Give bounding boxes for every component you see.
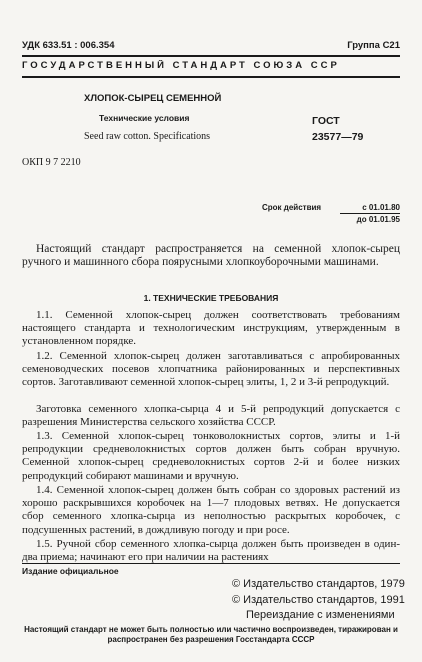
validity-from: с 01.01.80 — [362, 203, 400, 212]
gost-label: ГОСТ — [312, 115, 340, 127]
official-edition: Издание официальное — [22, 566, 119, 576]
validity-label: Срок действия — [262, 203, 322, 212]
paragraph-1-4: 1.4. Семенной хлопок-сырец должен быть собран со здоровых растений из хорошо раскрывшихся коробочек на 1—7 плодовых ветвях. Не допускается сбор семенного хлопка-сырца из неполностью раскрытых коробочек, с подсушенных растений, в дождливую погоду и при росе. — [22, 484, 400, 536]
english-title: Seed raw cotton. Specifications — [84, 131, 211, 142]
paragraph-1-5: 1.5. Ручной сбор семенного хлопка-сырца должен быть произведен в один-два приема; начинают его при наличии на растениях — [22, 538, 400, 564]
reissue-note: Переиздание с изменениями — [246, 609, 395, 621]
footer-rule — [22, 563, 400, 564]
copyright-1991: © Издательство стандартов, 1991 — [232, 594, 405, 606]
group-code: Группа С21 — [347, 40, 400, 51]
validity-to: до 01.01.95 — [356, 215, 400, 224]
document-subtitle: Технические условия — [99, 113, 190, 123]
header-rule-top — [22, 55, 400, 57]
okp-code: ОКП 9 7 2210 — [22, 157, 81, 168]
gost-number: 23577—79 — [312, 131, 364, 143]
header-rule-bottom — [22, 76, 400, 78]
validity-underline — [340, 213, 400, 214]
copyright-1979: © Издательство стандартов, 1979 — [232, 578, 405, 590]
reproduction-notice: Настоящий стандарт не может быть полностью или частично воспроизведен, тиражирован и распространен без разрешения Госстандарта СССР — [24, 625, 398, 644]
paragraph-1-3: 1.3. Семенной хлопок-сырец тонковолокнистых сортов, элиты и 1-й репродукции средневолокнистых сортов должен быть собран вручную. Семенной хлопок-сырец средневолокнистых сортов 2-й и более низких репродукций собирают машинами и вручную. — [22, 430, 400, 482]
standard-title: ГОСУДАРСТВЕННЫЙ СТАНДАРТ СОЮЗА ССР — [22, 60, 340, 71]
document-title: ХЛОПОК-СЫРЕЦ СЕМЕННОЙ — [84, 93, 222, 104]
paragraph-1-2: 1.2. Семенной хлопок-сырец должен заготавливаться с апробированных семеноводческих посевов хлопчатника районированных и перспективных сортов. Заготавливают семенной хлопок-сырец элиты, 1, 2 и 3-й репродукций. — [22, 350, 400, 389]
paragraph-1-2-note: Заготовка семенного хлопка-сырца 4 и 5-й репродукций допускается с разрешения Министерства сельского хозяйства СССР. — [22, 403, 400, 429]
paragraph-1-1: 1.1. Семенной хлопок-сырец должен соответствовать требованиям настоящего стандарта и технологическим инструкциям, утвержденным в установленном порядке. — [22, 309, 400, 348]
section-title: 1. ТЕХНИЧЕСКИЕ ТРЕБОВАНИЯ — [143, 293, 279, 303]
udk-code: УДК 633.51 : 006.354 — [22, 40, 115, 51]
intro-paragraph: Настоящий стандарт распространяется на семенной хлопок-сырец ручного и машинного сбора поярусными хлопкоуборочными машинами. — [22, 243, 400, 269]
